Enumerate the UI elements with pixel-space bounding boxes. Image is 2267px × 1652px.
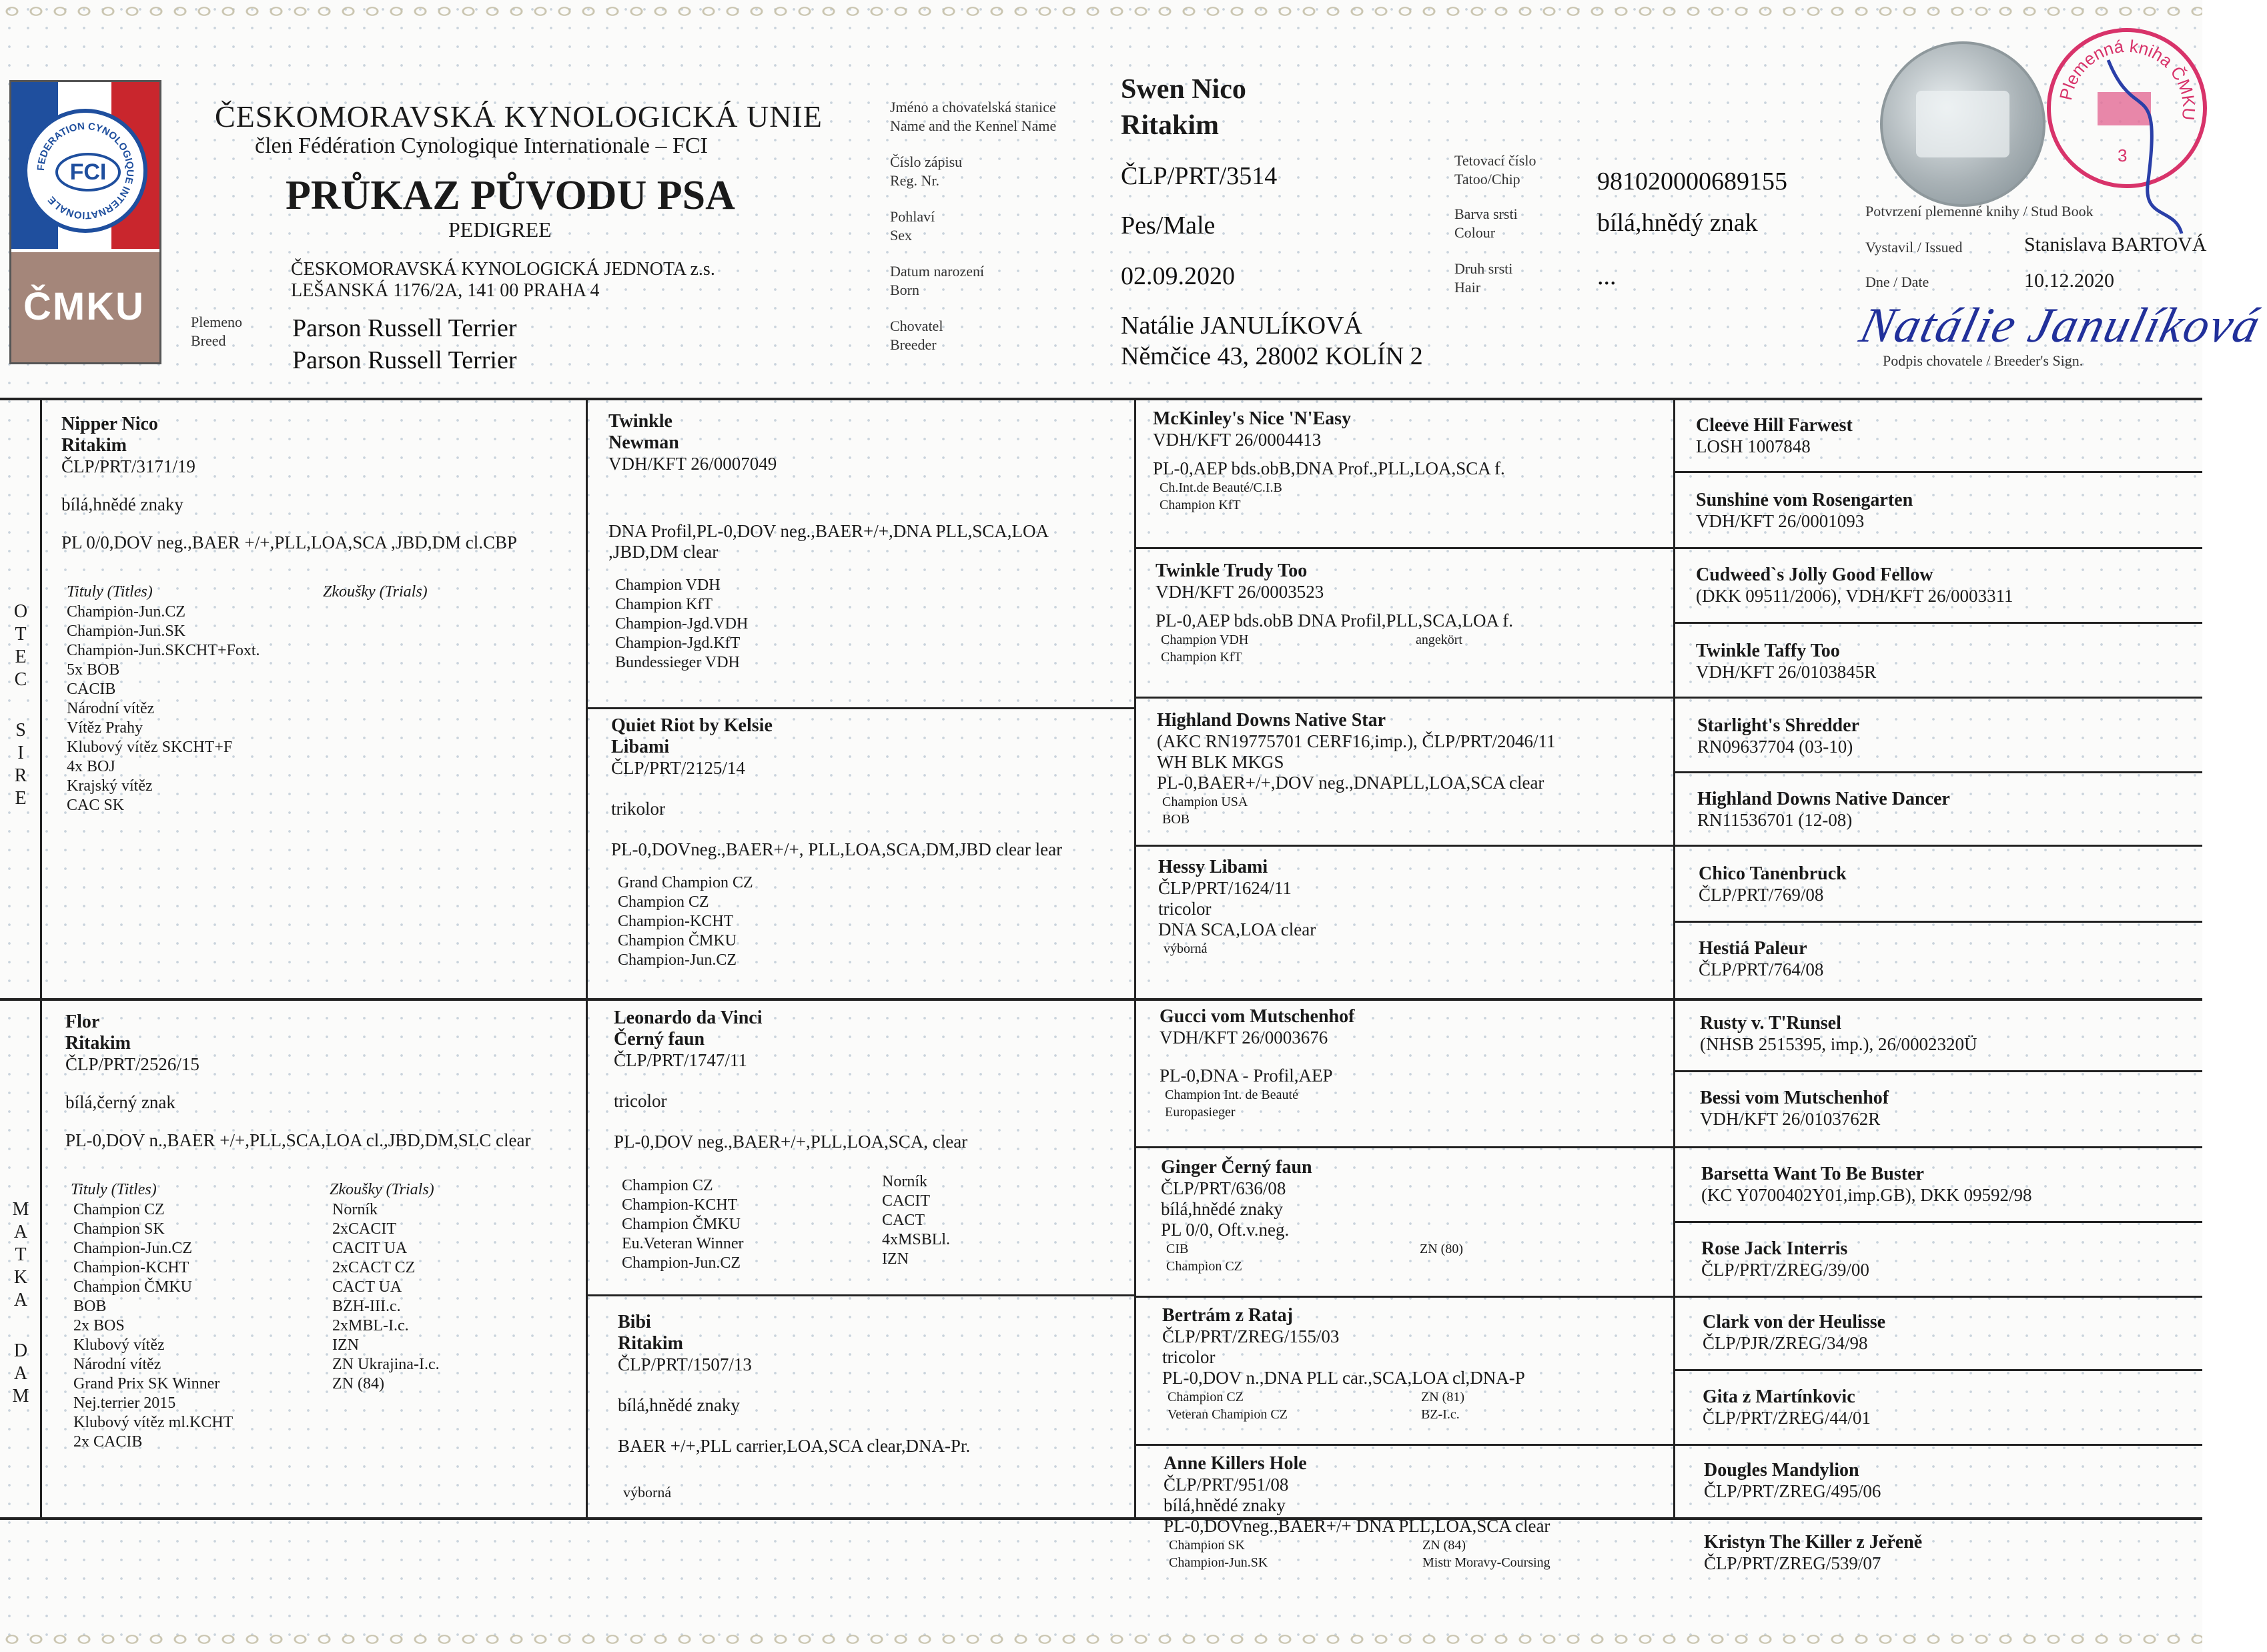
gen2-title: Champion KfT (615, 596, 713, 613)
gen4-divider-10 (1673, 1146, 2202, 1148)
gen4-divider-5 (1673, 771, 2202, 773)
dam-title: Champion CZ (73, 1201, 165, 1218)
gen4-cell-10 (1700, 1088, 1889, 1130)
dam-trials-header: Zkoušky (Trials) (330, 1181, 434, 1198)
sire-title: Champion-Jun.SKCHT+Foxt. (67, 642, 260, 659)
dam-trials-list (332, 1200, 440, 1394)
gen3-small: Champion VDH (1161, 633, 1249, 647)
gen3-small: Champion KfT (1160, 498, 1241, 512)
gen2-reg: ČLP/PRT/1747/11 (614, 1050, 747, 1070)
gen4-divider-6 (1673, 845, 2202, 847)
gen3-small: Champion USA (1162, 795, 1248, 809)
colour-value: bílá,hnědý znak (1597, 209, 1758, 237)
gen3-line: tricolor (1158, 899, 1212, 919)
gen3-small-right: Mistr Moravy-Coursing (1422, 1555, 1550, 1570)
gen2-trial: Norník (882, 1173, 927, 1190)
dam-title: Champion-KCHT (73, 1259, 189, 1276)
gen2-titles (615, 576, 1133, 673)
dam-title: Champion ČMKU (73, 1278, 193, 1296)
gen3-small: Champion SK (1169, 1538, 1245, 1553)
gen2-name: Bibi (618, 1312, 651, 1332)
gen2-health: BAER +/+,PLL carrier,LOA,SCA clear,DNA-Pr. (618, 1436, 971, 1456)
gen3-name: Hessy Libami (1158, 857, 1268, 877)
gen2-divider-1 (586, 707, 1136, 709)
sire-title: Champion-Jun.CZ (67, 603, 185, 621)
gen4-cell-8 (1699, 938, 1823, 980)
gen2-title: Champion ČMKU (622, 1216, 741, 1233)
gen2-divider-2 (586, 1294, 1136, 1296)
gen4-divider-1 (1673, 471, 2202, 473)
gen3-line: ČLP/PRT/1624/11 (1158, 878, 1292, 898)
breeder-sign-label: Podpis chovatele / Breeder's Sign. (1883, 352, 2084, 369)
sire-health: PL 0/0,DOV neg.,BAER +/+,PLL,LOA,SCA ,JBD,DM cl.CBP (61, 532, 518, 552)
gen4-name: Kristyn The Killer z Jeřeně (1704, 1532, 1923, 1553)
fci-text: FCI (55, 153, 121, 191)
gen3-divider-3 (1134, 845, 1675, 847)
sire-kennel: Ritakim (61, 435, 127, 456)
gen3-cell-7 (1162, 1305, 1671, 1423)
gen2-health: PL-0,DOV neg.,BAER+/+,PLL,LOA,SCA, clear (614, 1132, 968, 1152)
gen4-reg: RN11536701 (12-08) (1697, 810, 1853, 830)
name-label-cz: Jméno a chovatelská stanice (890, 99, 1056, 115)
sex-label-cz: Pohlaví (890, 208, 935, 225)
gen3-divider-7 (1134, 1444, 1675, 1446)
dam-trial: 2xCACT CZ (332, 1259, 416, 1276)
colour-label-cz: Barva srsti (1454, 205, 1518, 222)
dam-trial: ZN Ukrajina-I.c. (332, 1356, 440, 1373)
gen3-divider-2 (1134, 697, 1675, 699)
gen4-reg: VDH/KFT 26/0001093 (1696, 511, 1865, 531)
gen2-trial: 4xMSBLl. (882, 1231, 951, 1248)
gen4-cell-7 (1699, 863, 1847, 905)
org-member: člen Fédération Cynologique Internationale – FCI (255, 133, 708, 158)
gen4-name: Rusty v. T'Runsel (1700, 1013, 1841, 1034)
grid-col-3 (1673, 398, 1675, 1519)
gen2-cell-1 (608, 411, 1133, 673)
issued-label: Vystavil / Issued (1865, 239, 1963, 256)
colour-label-en: Colour (1454, 224, 1496, 241)
cmku-logo-text: ČMKU (23, 285, 145, 328)
gen4-name: Bessi vom Mutschenhof (1700, 1088, 1889, 1108)
doc-title: PRŮKAZ PŮVODU PSA (286, 173, 735, 218)
gen4-cell-4 (1696, 641, 1876, 683)
stamp-signature-scribble (2095, 47, 2202, 247)
gen3-small: Champion CZ (1168, 1390, 1244, 1404)
gen4-name: Cudweed`s Jolly Good Fellow (1696, 564, 1933, 585)
gen4-cell-15 (1704, 1460, 1881, 1502)
gen3-name: Ginger Černý faun (1161, 1157, 1312, 1178)
gen4-divider-7 (1673, 921, 2202, 923)
dam-title: Champion SK (73, 1220, 165, 1238)
grid-col-2 (1134, 398, 1136, 1519)
sire-side-label: O T E C S I R E (13, 601, 28, 809)
gen2-cell-3 (614, 1007, 1133, 1273)
gen3-line: PL-0,DOVneg.,BAER+/+ DNA PLL,LOA,SCA clear (1164, 1516, 1550, 1536)
gen4-reg: ČLP/PRT/ZREG/495/06 (1704, 1481, 1881, 1501)
gen2-reg: VDH/KFT 26/0007049 (608, 454, 777, 474)
breed-label-en: Breed (191, 332, 226, 349)
gen2-trials (882, 1172, 950, 1269)
gen3-line: VDH/KFT 26/0003523 (1156, 582, 1324, 602)
cmku-logo (11, 252, 159, 362)
doc-subtitle: PEDIGREE (448, 218, 552, 242)
gen2-colour: bílá,hnědé znaky (618, 1395, 740, 1415)
gen4-cell-12 (1701, 1238, 1869, 1280)
gen2-kennel: Ritakim (618, 1333, 683, 1354)
breed-value-2: Parson Russell Terrier (292, 346, 517, 374)
gen2-kennel: Newman (608, 432, 679, 453)
dam-trial: CACT UA (332, 1278, 402, 1296)
gen3-line: PL 0/0, Oft.v.neg. (1161, 1220, 1290, 1240)
gen4-cell-2 (1696, 490, 1913, 532)
gen2-cell-4 (618, 1312, 1133, 1502)
gen3-line: (AKC RN19775701 CERF16,imp.), ČLP/PRT/2046/11 (1157, 731, 1556, 751)
gen3-cell-8 (1164, 1453, 1671, 1571)
breed-label-cz: Plemeno (191, 314, 242, 330)
gen3-name: McKinley's Nice 'N'Easy (1153, 408, 1352, 429)
dam-title: Klubový vítěz ml.KCHT (73, 1414, 234, 1431)
gen4-name: Highland Downs Native Dancer (1697, 789, 1950, 809)
gen2-name: Leonardo da Vinci (614, 1007, 763, 1028)
sire-title: Vítěz Prahy (67, 719, 143, 737)
gen3-cell-2 (1156, 560, 1671, 666)
gen3-name: Twinkle Trudy Too (1156, 560, 1308, 581)
gen2-title: Champion-Jgd.KfT (615, 635, 741, 652)
name-label-en: Name and the Kennel Name (890, 117, 1057, 134)
gen3-small-right: ZN (80) (1420, 1242, 1463, 1256)
sire-colour: bílá,hnědé znaky (61, 494, 183, 514)
gen2-title: Champion ČMKU (618, 932, 737, 949)
gen4-reg: ČLP/PRT/ZREG/39/00 (1701, 1260, 1869, 1280)
dog-kennel: Ritakim (1121, 110, 1219, 141)
sire-title: CAC SK (67, 797, 125, 814)
dam-trial: 2xMBL-I.c. (332, 1317, 409, 1334)
chip-label-en: Tatoo/Chip (1454, 171, 1520, 187)
stamp-number: 3 (2118, 145, 2128, 165)
top-ornamental-border (0, 0, 2202, 23)
gen3-name: Highland Downs Native Star (1157, 710, 1386, 731)
gen4-cell-16 (1704, 1532, 1922, 1574)
issued-value: Stanislava BARTOVÁ (2024, 234, 2207, 256)
dam-trial: 2xCACIT (332, 1220, 396, 1238)
gen4-cell-5 (1697, 715, 1859, 757)
breeder-address: Němčice 43, 28002 KOLÍN 2 (1121, 342, 1423, 370)
gen3-cell-4 (1158, 857, 1671, 957)
gen4-divider-9 (1673, 1070, 2202, 1072)
dam-titles-list (73, 1200, 583, 1452)
gen4-reg: LOSH 1007848 (1696, 436, 1811, 456)
gen2-title: Champion-Jun.CZ (618, 951, 737, 969)
gen4-reg: (KC Y0700402Y01,imp.GB), DKK 09592/98 (1701, 1185, 2032, 1205)
gen2-title: Champion-Jgd.VDH (615, 615, 749, 633)
gen3-name: Anne Killers Hole (1164, 1453, 1307, 1474)
gen4-divider-13 (1673, 1369, 2202, 1371)
dog-name: Swen Nico (1121, 74, 1246, 105)
gen3-small-right: ZN (84) (1422, 1538, 1466, 1553)
gen3-line: ČLP/PRT/636/08 (1161, 1178, 1286, 1198)
gen2-trial: IZN (882, 1250, 909, 1268)
gen3-line: PL-0,AEP bds.obB DNA Profil,PLL,SCA,LOA f. (1156, 610, 1514, 631)
gen4-reg: VDH/KFT 26/0103845R (1696, 662, 1877, 682)
gen3-small: Europasieger (1165, 1105, 1236, 1120)
hair-value: ... (1597, 262, 1617, 290)
hologram-seal (1880, 41, 2046, 207)
dam-title: Nej.terrier 2015 (73, 1394, 176, 1412)
gen4-reg: (DKK 09511/2006), VDH/KFT 26/0003311 (1696, 586, 2013, 606)
dam-trial: CACIT UA (332, 1240, 408, 1257)
reg-label-cz: Číslo zápisu (890, 153, 963, 170)
breeder-signature: Natálie Janulíková (1854, 298, 2267, 353)
grid-top-line (0, 398, 2202, 400)
gen2-health: ,JBD,DM clear (608, 542, 719, 562)
gen3-cell-1 (1153, 408, 1671, 514)
hair-label-en: Hair (1454, 279, 1481, 296)
dam-trial: ZN (84) (332, 1375, 384, 1392)
gen3-small: CIB (1166, 1242, 1189, 1256)
publisher-line-2: LEŠANSKÁ 1176/2A, 141 00 PRAHA 4 (291, 280, 600, 301)
breeder-label-en: Breeder (890, 336, 937, 353)
gen3-small-right: BZ-I.c. (1421, 1407, 1460, 1422)
gen2-note: výborná (623, 1484, 672, 1501)
gen3-small: Champion-Jun.SK (1169, 1555, 1268, 1570)
gen1-sire-cell (61, 414, 582, 815)
sire-name: Nipper Nico (61, 414, 158, 434)
gen4-name: Cleeve Hill Farwest (1696, 415, 1853, 436)
dam-kennel: Ritakim (65, 1033, 131, 1054)
gen3-line: bílá,hnědé znaky (1164, 1495, 1286, 1515)
gen3-small-right: angekört (1416, 633, 1462, 647)
gen4-divider-3 (1673, 622, 2202, 624)
gen4-name: Sunshine vom Rosengarten (1696, 490, 1913, 510)
gen2-trial: CACT (882, 1212, 925, 1229)
gen3-line: tricolor (1162, 1347, 1216, 1367)
dam-health: PL-0,DOV n.,BAER +/+,PLL,SCA,LOA cl.,JBD,DM,SLC clear (65, 1130, 531, 1150)
gen2-title: Champion-Jun.CZ (622, 1254, 741, 1272)
gen2-titles (622, 1176, 1133, 1273)
gen4-divider-14 (1673, 1444, 2202, 1446)
gen4-name: Twinkle Taffy Too (1696, 641, 1840, 661)
org-name: ČESKOMORAVSKÁ KYNOLOGICKÁ UNIE (215, 99, 823, 133)
hair-label-cz: Druh srsti (1454, 260, 1513, 277)
gen4-divider-4 (1673, 697, 2202, 699)
gen2-trial: CACIT (882, 1192, 930, 1210)
gen3-small: výborná (1164, 941, 1208, 956)
sire-title: Klubový vítěz SKCHT+F (67, 739, 233, 756)
gen3-cell-5 (1160, 1006, 1671, 1121)
sire-trials-header: Zkoušky (Trials) (323, 583, 428, 600)
chip-value: 981020000689155 (1597, 167, 1787, 195)
gen2-health: PL-0,DOVneg.,BAER+/+, PLL,LOA,SCA,DM,JBD clear lear (611, 839, 1063, 859)
dam-colour: bílá,černý znak (65, 1092, 175, 1112)
gen3-divider-6 (1134, 1296, 1675, 1298)
gen2-name: Twinkle (608, 411, 672, 432)
dam-title: BOB (73, 1298, 107, 1315)
dam-trial: BZH-III.c. (332, 1298, 401, 1315)
date-value: 10.12.2020 (2024, 270, 2114, 292)
gen4-cell-6 (1697, 789, 1950, 831)
dam-title: Champion-Jun.CZ (73, 1240, 192, 1257)
gen2-cell-2 (611, 715, 1133, 970)
gen3-divider-5 (1134, 1146, 1675, 1148)
sire-reg: ČLP/PRT/3171/19 (61, 456, 195, 476)
gen3-small-right: ZN (81) (1421, 1390, 1464, 1404)
breeder-label-cz: Chovatel (890, 318, 943, 334)
gen4-reg: RN09637704 (03-10) (1697, 737, 1853, 757)
gen4-reg: VDH/KFT 26/0103762R (1700, 1109, 1881, 1129)
bottom-ornamental-border (0, 1628, 2202, 1651)
gen2-title: Eu.Veteran Winner (622, 1235, 744, 1252)
chip-label-cz: Tetovací číslo (1454, 152, 1536, 169)
sire-title: 5x BOB (67, 661, 120, 679)
sex-label-en: Sex (890, 227, 912, 244)
gen1-dam-cell (65, 1011, 583, 1452)
dam-reg: ČLP/PRT/2526/15 (65, 1054, 199, 1074)
gen3-divider-1 (1134, 547, 1675, 549)
grid-mid-line (0, 998, 2202, 1001)
gen3-line: PL-0,AEP bds.obB,DNA Prof.,PLL,LOA,SCA f. (1153, 458, 1505, 478)
gen2-name: Quiet Riot by Kelsie (611, 715, 773, 736)
gen3-small: Veteran Champion CZ (1168, 1407, 1288, 1422)
gen3-name: Bertrám z Rataj (1162, 1305, 1293, 1326)
sire-title: CACIB (67, 681, 116, 698)
gen4-reg: ČLP/PRT/ZREG/44/01 (1703, 1408, 1871, 1428)
gen3-line: ČLP/PRT/ZREG/155/03 (1162, 1326, 1340, 1346)
gen4-divider-2 (1673, 547, 2202, 549)
sire-title: Champion-Jun.SK (67, 623, 186, 640)
gen2-title: Grand Champion CZ (618, 874, 753, 891)
gen4-reg: ČLP/PJR/ZREG/34/98 (1703, 1333, 1868, 1353)
gen3-name: Gucci vom Mutschenhof (1160, 1006, 1355, 1027)
gen4-cell-11 (1701, 1164, 2032, 1206)
grid-col-side (40, 398, 42, 1519)
grid-bottom-line (0, 1517, 2202, 1520)
gen3-small: BOB (1162, 812, 1190, 827)
sire-titles-header: Tituly (Titles) (67, 583, 153, 600)
gen3-line: DNA SCA,LOA clear (1158, 919, 1316, 939)
gen2-colour: trikolor (611, 799, 665, 819)
gen2-reg: ČLP/PRT/2125/14 (611, 758, 745, 778)
dam-title: 2x BOS (73, 1317, 125, 1334)
gen2-colour: tricolor (614, 1091, 667, 1111)
gen2-title: Champion-KCHT (622, 1196, 738, 1214)
gen3-line: bílá,hnědé znaky (1161, 1199, 1283, 1219)
gen3-line: VDH/KFT 26/0004413 (1153, 430, 1322, 450)
dam-title: Národní vítěz (73, 1356, 161, 1373)
gen3-line: PL-0,DOV n.,DNA PLL car.,SCA,LOA cl,DNA-P (1162, 1368, 1525, 1388)
gen3-line: ČLP/PRT/951/08 (1164, 1475, 1289, 1495)
dam-title: 2x CACIB (73, 1433, 143, 1451)
gen4-cell-14 (1703, 1386, 1871, 1428)
gen3-small: Ch.Int.de Beauté/C.I.B (1160, 480, 1282, 495)
sire-title: 4x BOJ (67, 758, 115, 775)
gen2-kennel: Černý faun (614, 1029, 705, 1050)
gen2-titles (618, 873, 1133, 970)
dam-trial: Norník (332, 1201, 378, 1218)
stamp-text: Plemenná kniha ČMKU (2055, 35, 2200, 121)
gen4-cell-9 (1700, 1013, 1977, 1055)
sire-titles-list (67, 602, 582, 815)
dam-trial: IZN (332, 1336, 359, 1354)
gen2-title: Bundessieger VDH (615, 654, 740, 671)
born-label-en: Born (890, 282, 919, 298)
gen3-small: Champion Int. de Beauté (1165, 1088, 1298, 1102)
fci-seal (23, 109, 147, 233)
gen3-small: Champion KfT (1161, 650, 1242, 665)
gen4-name: Starlight's Shredder (1697, 715, 1859, 736)
reg-value: ČLP/PRT/3514 (1121, 162, 1278, 190)
gen3-line: PL-0,BAER+/+,DOV neg.,DNAPLL,LOA,SCA clear (1157, 773, 1544, 793)
dam-title: Klubový vítěz (73, 1336, 165, 1354)
gen4-reg: (NHSB 2515395, imp.), 26/0002320Ü (1700, 1034, 1977, 1054)
gen4-name: Clark von der Heulisse (1703, 1312, 1886, 1332)
gen4-name: Chico Tanenbruck (1699, 863, 1847, 884)
fci-ring-text: FEDERATION CYNOLOGIQUE INTERNATIONALE (35, 120, 136, 222)
gen4-divider-12 (1673, 1296, 2202, 1298)
born-label-cz: Datum narození (890, 263, 985, 280)
gen4-name: Rose Jack Interris (1701, 1238, 1848, 1259)
sire-title: Krajský vítěz (67, 777, 153, 795)
gen4-name: Hestiá Paleur (1699, 938, 1807, 959)
date-label: Dne / Date (1865, 274, 1929, 290)
gen4-name: Gita z Martínkovic (1703, 1386, 1855, 1407)
gen4-cell-1 (1696, 415, 1853, 457)
sex-value: Pes/Male (1121, 212, 1216, 240)
breed-value-1: Parson Russell Terrier (292, 314, 517, 342)
gen4-divider-11 (1673, 1221, 2202, 1223)
gen3-cell-3 (1157, 710, 1671, 828)
gen2-title: Champion-KCHT (618, 913, 734, 930)
fci-cmku-logo (9, 80, 161, 364)
gen2-kennel: Libami (611, 737, 670, 757)
gen2-title: Champion CZ (618, 893, 709, 911)
gen3-cell-6 (1161, 1157, 1671, 1275)
grid-col-1 (586, 398, 588, 1519)
reg-label-en: Reg. Nr. (890, 172, 939, 189)
gen3-line: VDH/KFT 26/0003676 (1160, 1027, 1328, 1048)
dam-title: Grand Prix SK Winner (73, 1375, 220, 1392)
gen4-reg: ČLP/PRT/ZREG/539/07 (1704, 1553, 1881, 1573)
gen2-title: Champion CZ (622, 1177, 713, 1194)
publisher-line-1: ČESKOMORAVSKÁ KYNOLOGICKÁ JEDNOTA z.s. (291, 259, 715, 280)
gen3-line: WH BLK MKGS (1157, 752, 1284, 772)
gen3-small: Champion CZ (1166, 1259, 1242, 1274)
dam-name: Flor (65, 1011, 100, 1032)
studbook-confirm-label: Potvrzení plemenné knihy / Stud Book (1865, 203, 2094, 220)
gen4-cell-3 (1696, 564, 2013, 606)
gen4-name: Dougles Mandylion (1704, 1460, 1859, 1481)
dam-titles-header: Tituly (Titles) (71, 1181, 157, 1198)
gen2-title: Champion VDH (615, 576, 721, 594)
dam-side-label: M A T K A D A M (12, 1199, 29, 1406)
gen4-cell-13 (1703, 1312, 1885, 1354)
breeder-name: Natálie JANULÍKOVÁ (1121, 312, 1362, 340)
gen3-line: PL-0,DNA - Profil,AEP (1160, 1066, 1333, 1086)
gen4-name: Barsetta Want To Be Buster (1701, 1164, 1924, 1184)
born-value: 02.09.2020 (1121, 262, 1235, 290)
gen2-reg: ČLP/PRT/1507/13 (618, 1354, 752, 1374)
gen4-reg: ČLP/PRT/769/08 (1699, 885, 1824, 905)
gen2-health: DNA Profil,PL-0,DOV neg.,BAER+/+,DNA PLL,SCA,LOA (608, 521, 1049, 541)
sire-title: Národní vítěz (67, 700, 155, 717)
gen4-reg: ČLP/PRT/764/08 (1699, 959, 1824, 979)
